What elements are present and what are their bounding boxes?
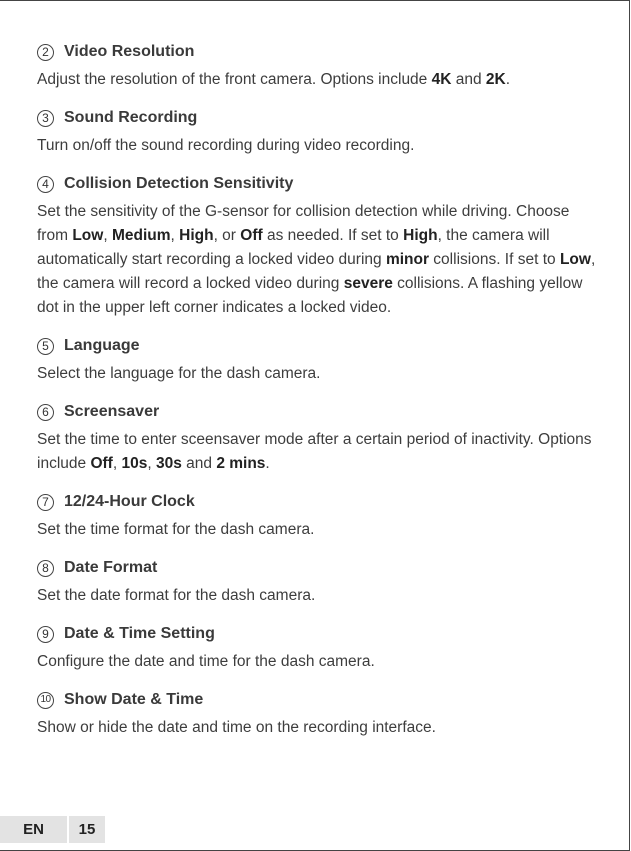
section-heading (37, 686, 597, 714)
setting-section (37, 620, 597, 674)
circled-number-icon: 2 (37, 44, 54, 61)
section-title: Screensaver (64, 403, 160, 420)
section-title: Sound Recording (64, 109, 198, 126)
setting-section (37, 170, 597, 320)
page-number: 15 (69, 816, 105, 843)
body-text: Configure the date and time for the dash camera. (37, 653, 375, 670)
section-heading (37, 170, 597, 198)
emphasized-text: 2K (485, 71, 506, 88)
circled-number-icon: 6 (37, 404, 54, 421)
section-title: Language (64, 337, 140, 354)
body-text: , or (213, 227, 241, 244)
body-text: Adjust the resolution of the front camera. Options include (37, 71, 432, 88)
section-description (37, 362, 597, 386)
body-text: Set the sensitivity of the G-sensor for collision detection while driving. Choose from (37, 203, 570, 244)
manual-content (37, 38, 597, 740)
setting-section (37, 38, 597, 92)
setting-section (37, 104, 597, 158)
section-heading (37, 554, 597, 582)
section-heading (37, 398, 597, 426)
body-text: , (103, 227, 112, 244)
section-title: Collision Detection Sensitivity (64, 175, 294, 192)
setting-section (37, 554, 597, 608)
emphasized-text: 4K (431, 71, 452, 88)
circled-number-icon: 9 (37, 626, 54, 643)
section-title: Video Resolution (64, 43, 195, 60)
setting-section (37, 332, 597, 386)
emphasized-text: severe (343, 275, 393, 292)
emphasized-text: High (179, 227, 214, 244)
section-heading (37, 332, 597, 360)
body-text: Set the date format for the dash camera. (37, 587, 316, 604)
emphasized-text: Medium (111, 227, 171, 244)
section-description (37, 428, 597, 476)
setting-section (37, 686, 597, 740)
body-text: and (451, 71, 486, 88)
body-text: , the camera will automatically start recording a locked video during (37, 227, 550, 268)
circled-number-icon: 4 (37, 176, 54, 193)
circled-number-icon: 3 (37, 110, 54, 127)
section-description (37, 200, 597, 320)
section-title: Date Format (64, 559, 158, 576)
section-title: Show Date & Time (64, 691, 204, 708)
body-text: collisions. A flashing yellow dot in the upper left corner indicates a locked video. (37, 275, 583, 316)
section-title: 12/24-Hour Clock (64, 493, 195, 510)
page-footer (0, 816, 105, 843)
body-text: Show or hide the date and time on the recording interface. (37, 719, 436, 736)
section-description (37, 518, 597, 542)
emphasized-text: 2 mins (216, 455, 266, 472)
section-description (37, 650, 597, 674)
emphasized-text: Off (240, 227, 263, 244)
body-text: and (181, 455, 217, 472)
section-heading (37, 488, 597, 516)
emphasized-text: 30s (155, 455, 182, 472)
emphasized-text: Off (90, 455, 113, 472)
circled-number-icon: 5 (37, 338, 54, 355)
section-heading (37, 104, 597, 132)
body-text: , (147, 455, 156, 472)
body-text: Set the time format for the dash camera. (37, 521, 315, 538)
body-text: collisions. If set to (429, 251, 560, 268)
emphasized-text: 10s (121, 455, 148, 472)
emphasized-text: Low (559, 251, 591, 268)
section-description (37, 134, 597, 158)
language-label: EN (0, 816, 67, 843)
setting-section (37, 488, 597, 542)
body-text: Turn on/off the sound recording during video recording. (37, 137, 415, 154)
emphasized-text: High (403, 227, 438, 244)
body-text: . (265, 455, 270, 472)
body-text: , (170, 227, 180, 244)
section-heading (37, 620, 597, 648)
circled-number-icon: 7 (37, 494, 54, 511)
body-text: , (112, 455, 122, 472)
section-heading (37, 38, 597, 66)
section-description (37, 68, 597, 92)
body-text: , the camera will record a locked video during (37, 251, 596, 292)
emphasized-text: minor (385, 251, 429, 268)
section-title: Date & Time Setting (64, 625, 215, 642)
section-description (37, 716, 597, 740)
emphasized-text: Low (72, 227, 104, 244)
body-text: Set the time to enter sceensaver mode after a certain period of inactivity. Options include (37, 431, 592, 472)
section-description (37, 584, 597, 608)
body-text: . (505, 71, 511, 88)
circled-number-icon: 8 (37, 560, 54, 577)
body-text: as needed. If set to (262, 227, 404, 244)
body-text: Select the language for the dash camera. (37, 365, 321, 382)
setting-section (37, 398, 597, 476)
circled-number-icon: 10 (37, 692, 54, 709)
